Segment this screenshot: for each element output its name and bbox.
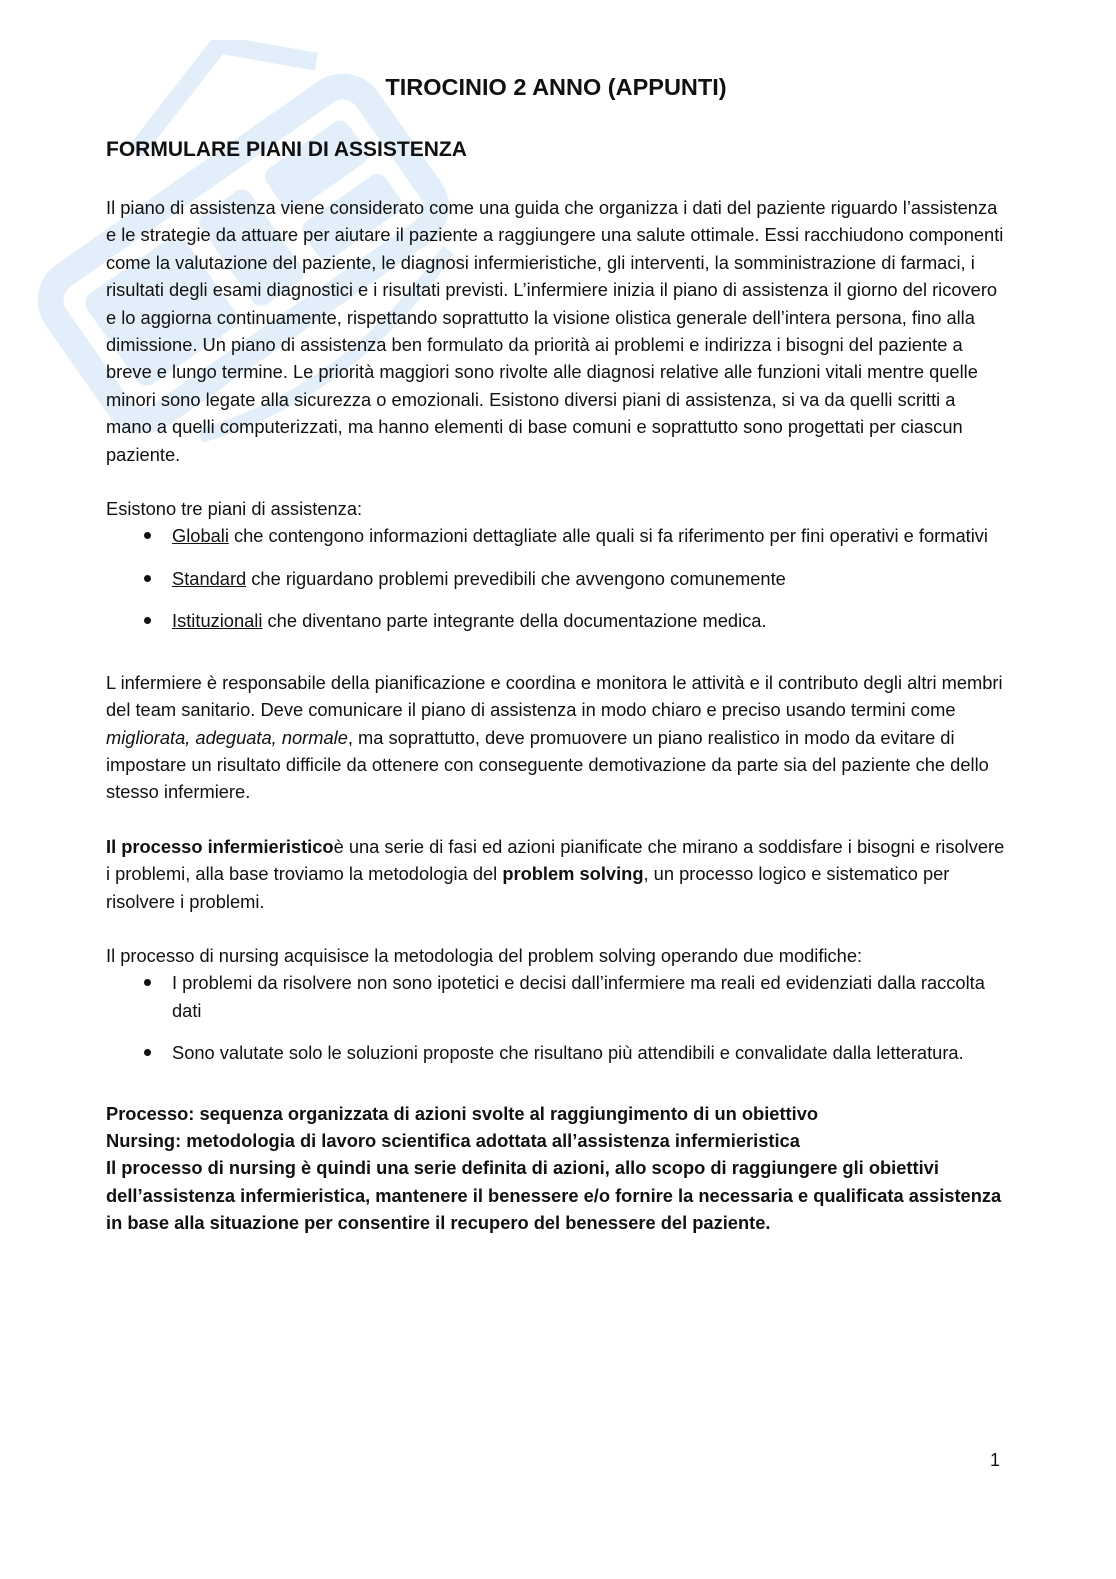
list-item (172, 522, 1006, 549)
list-item: Sono valutate solo le soluzioni proposte che risultano più attendibili e convalidate dalla letteratura. (172, 1039, 1006, 1066)
definitions-block (106, 1100, 1006, 1237)
modifications-list (106, 969, 1006, 1066)
plan-description: che riguardano problemi prevedibili che avvengono comunemente (246, 567, 786, 589)
definition-process: Processo: sequenza organizzata di azioni svolte al raggiungimento di un obiettivo (106, 1102, 819, 1124)
section-title: FORMULARE PIANI DI ASSISTENZA (106, 138, 467, 161)
plans-list (106, 522, 1006, 634)
paragraph-text: L infermiere è responsabile della pianificazione e coordina e monitora le attività e il contributo degli altri membri del team sanitario. Deve comunicare il piano di assistenza in modo chiaro e preciso usando termini come (106, 671, 1003, 721)
paragraph-text: , un processo logico e sistematico per risolvere i problemi. (106, 863, 950, 912)
document-body (106, 62, 1006, 1237)
paragraph-modifications-intro: Il processo di nursing acquisisce la metodologia del problem solving operando due modifiche: (106, 944, 863, 966)
list-item (172, 565, 1006, 592)
italic-terms: migliorata, adeguata, normale (106, 726, 348, 748)
list-item (172, 607, 1006, 634)
plan-term: Globali (172, 525, 229, 547)
document-title: TIROCINIO 2 ANNO (APPUNTI) (385, 74, 727, 100)
list-item: I problemi da risolvere non sono ipotetici e decisi dall’infermiere ma reali ed evidenziati dalla raccolta dati (172, 969, 1006, 1024)
plan-term: Istituzionali (172, 610, 263, 632)
plan-description: che contengono informazioni dettagliate alle quali si fa riferimento per fini operativi e formativi (228, 525, 988, 547)
plans-intro: Esistono tre piani di assistenza: (106, 498, 363, 520)
paragraph-care-plan: Il piano di assistenza viene considerato come una guida che organizza i dati del paziente riguardo l’assistenza e le strategie da attuare per aiutare il paziente a raggiungere una salute ottimale. Essi racchiudono componenti come la valutazione del paziente, le diagnosi infermieristiche, gli interventi, la somministrazione di farmaci, i risultati degli esami diagnostici e i risultati previsti. L’infermiere inizia il piano di assistenza il giorno del ricovero e lo aggiorna continuamente, rispettando soprattutto la visione olistica generale dell’intera persona, fino alla dimissione. Un piano di assistenza ben formulato da priorità ai problemi e indirizza i bisogni del paziente a breve e lungo termine. Le priorità maggiori sono rivolte alle diagnosi relative alle funzioni vitali mentre quelle minori sono legate alla sicurezza o emozionali. Esistono diversi piani di assistenza, si va da quelli scritti a mano a quelli computerizzati, ma hanno elementi di base comuni e soprattutto sono progettati per ciascun paziente. (106, 197, 1004, 465)
paragraph-text: è una serie di fasi ed azioni pianificate che mirano a soddisfare i bisogni e risolvere i problemi, alla base troviamo la metodologia del (106, 835, 1005, 885)
definition-nursing-process: Il processo di nursing è quindi una serie definita di azioni, allo scopo di raggiungere gli obiettivi dell’assistenza infermieristica, mantenere il benessere e/o fornire la necessaria e qualificata assistenza in base alla situazione per consentire il recupero del benessere del paziente. (106, 1157, 1002, 1234)
paragraph-text: , ma soprattutto, deve promuovere un piano realistico in modo da evitare di impostare un risultato difficile da ottenere con conseguente demotivazione da parte sia del paziente che dello stesso infermiere. (106, 726, 989, 803)
bold-term: Il processo infermieristico (106, 835, 334, 857)
paragraph-nursing-process (106, 833, 1006, 915)
definition-nursing: Nursing: metodologia di lavoro scientifica adottata all’assistenza infermieristica (106, 1129, 800, 1151)
page-number: 1 (990, 1450, 1001, 1470)
bold-term: problem solving (502, 863, 644, 885)
plan-description: che diventano parte integrante della documentazione medica. (262, 610, 767, 632)
plan-term: Standard (172, 567, 247, 589)
paragraph-nurse-responsibility (106, 669, 1006, 806)
